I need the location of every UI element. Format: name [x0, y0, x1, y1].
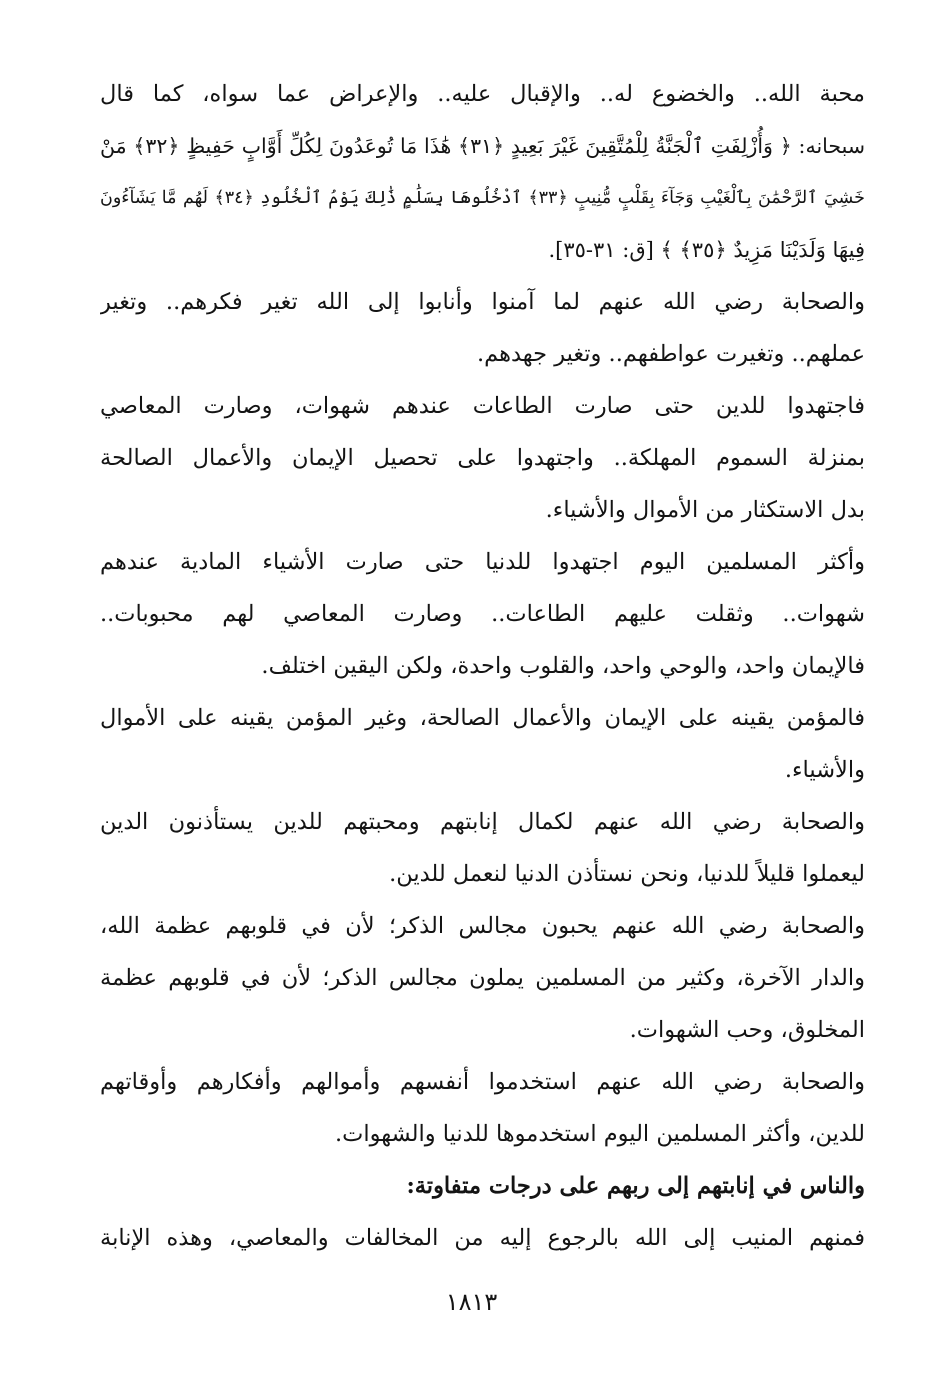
section-heading: والناس في إنابتهم إلى ربهم على درجات متفاوتة:	[406, 1173, 865, 1199]
quran-line-02: خَشِيَ ٱلرَّحْمَٰنَ بِٱلْغَيْبِ وَجَآءَ بِقَلْبٍ مُّنِيبٍ ﴿٣٣﴾ ٱدْخُلُوهَا بِسَلَٰمٍ ذَٰلِكَ يَوْمُ ٱلْخُلُودِ ﴿٣٤﴾ لَهُم مَّا يَشَآءُونَ	[100, 188, 865, 208]
text-line-12: فالإيمان واحد، والوحي واحد، والقلوب واحدة، ولكن اليقين اختلف.	[261, 653, 865, 679]
text-line-08: بمنزلة السموم المهلكة.. واجتهدوا على تحصيل الإيمان والأعمال الصالحة	[100, 445, 865, 471]
text-line-13: فالمؤمن يقينه على الإيمان والأعمال الصالحة، وغير المؤمن يقينه على الأموال	[100, 705, 865, 731]
text-line-11: شهوات.. وثقلت عليهم الطاعات.. وصارت المعاصي لهم محبوبات..	[100, 601, 865, 627]
text-line-16: ليعملوا قليلاً للدنيا، ونحن نستأذن الدنيا لنعمل للدين.	[389, 861, 865, 887]
text-line-01: محبة الله.. والخضوع له.. والإقبال عليه.. والإعراض عما سواه، كما قال	[100, 81, 865, 107]
text-line-14: والأشياء.	[784, 757, 865, 783]
text-line-10: وأكثر المسلمين اليوم اجتهدوا للدنيا حتى صارت الأشياء المادية عندهم	[100, 549, 865, 575]
page-number: ١٨١٣	[445, 1288, 498, 1316]
text-line-06: عملهم.. وتغيرت عواطفهم.. وتغير جهدهم.	[476, 341, 865, 367]
text-line-19: المخلوق، وحب الشهوات.	[629, 1017, 865, 1043]
text-line-20: والصحابة رضي الله عنهم استخدموا أنفسهم وأموالهم وأفكارهم وأوقاتهم	[100, 1069, 865, 1095]
text-line-23: فمنهم المنيب إلى الله بالرجوع إليه من المخالفات والمعاصي، وهذه الإنابة	[100, 1225, 865, 1251]
text-line-07: فاجتهدوا للدين حتى صارت الطاعات عندهم شهوات، وصارت المعاصي	[100, 393, 865, 419]
text-line-21: للدين، وأكثر المسلمين اليوم استخدموها للدنيا والشهوات.	[335, 1121, 865, 1147]
text-line-17: والصحابة رضي الله عنهم يحبون مجالس الذكر؛ لأن في قلوبهم عظمة الله،	[100, 913, 865, 939]
text-line-15: والصحابة رضي الله عنهم لكمال إنابتهم ومحبتهم للدين يستأذنون الدين	[100, 809, 865, 835]
text-line-18: والدار الآخرة، وكثير من المسلمين يملون مجالس الذكر؛ لأن في قلوبهم عظمة	[100, 965, 865, 991]
text-line-05: والصحابة رضي الله عنهم لما آمنوا وأنابوا إلى الله تغير فكرهم.. وتغير	[100, 289, 865, 315]
quran-line-03: فِيهَا وَلَدَيْنَا مَزِيدٌ ﴿٣٥﴾ ﴾ [ق: ٣١-٣٥].	[548, 238, 865, 262]
text-line-09: بدل الاستكثار من الأموال والأشياء.	[545, 497, 865, 523]
quran-line-01: سبحانه: ﴿ وَأُزْلِفَتِ ٱلْجَنَّةُ لِلْمُتَّقِينَ غَيْرَ بَعِيدٍ ﴿٣١﴾ هَٰذَا مَا تُوعَدُونَ لِكُلِّ أَوَّابٍ حَفِيظٍ ﴿٣٢﴾ مَنْ	[100, 134, 865, 158]
page-body	[100, 68, 865, 1298]
